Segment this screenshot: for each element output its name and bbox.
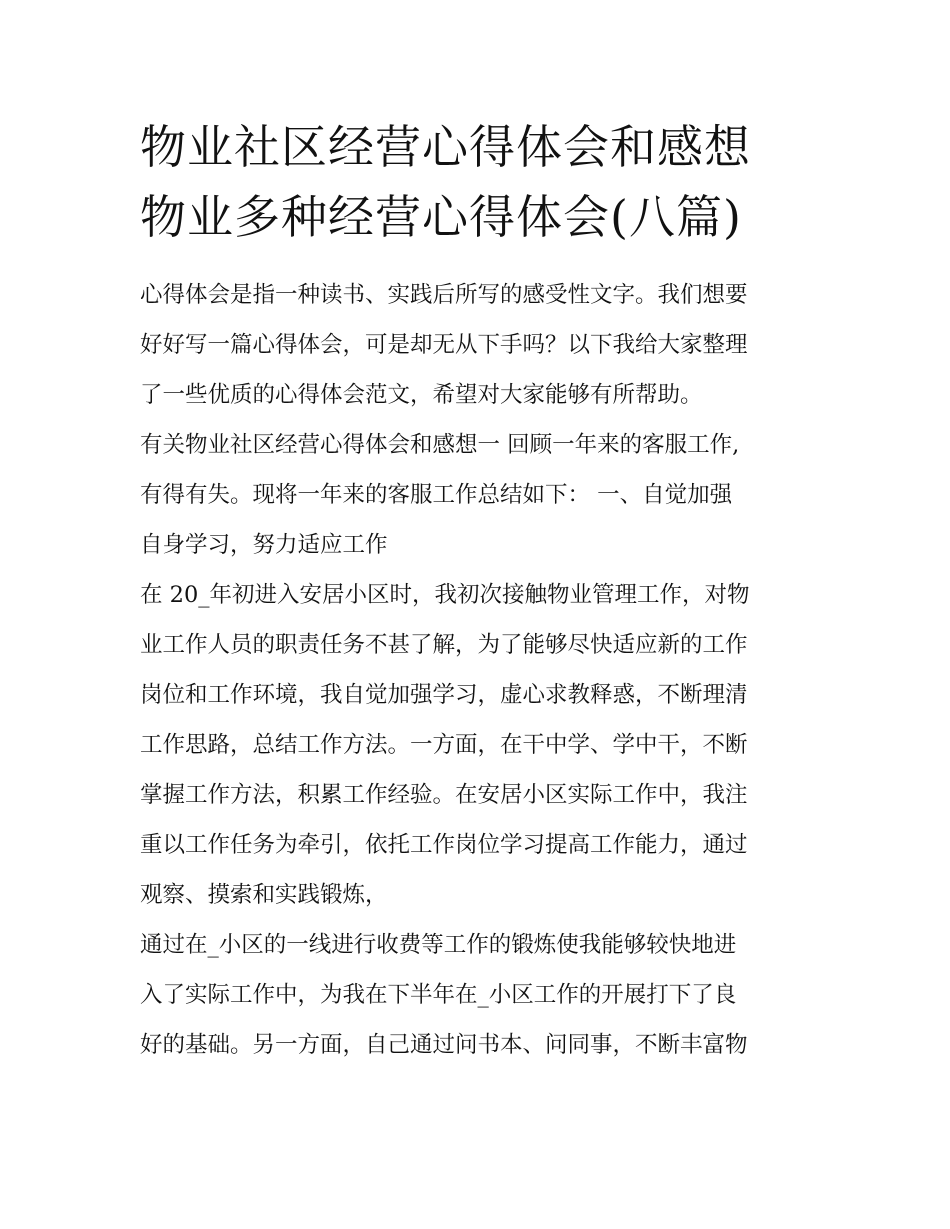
text-line: 岗位和工作环境，我自觉加强学习，虚心求教释惑，不断理清 xyxy=(140,682,748,708)
document-page xyxy=(140,112,812,1070)
title-line-2: 物业多种经营心得体会(八篇) xyxy=(140,190,742,244)
document-body xyxy=(140,270,812,1070)
title-line-1: 物业社区经营心得体会和感想 xyxy=(140,120,751,174)
text-line: 了一些优质的心得体会范文，希望对大家能够有所帮助。 xyxy=(140,382,703,408)
text-line: 重以工作任务为牵引，依托工作岗位学习提高工作能力，通过 xyxy=(140,832,748,858)
paragraph-intro xyxy=(140,270,812,420)
text-line: 在 20_年初进入安居小区时，我初次接触物业管理工作，对物 xyxy=(140,582,750,608)
text-line: 工作思路，总结工作方法。一方面，在干中学、学中干，不断 xyxy=(140,732,748,758)
text-line: 观察、摸索和实践锻炼， xyxy=(140,882,388,908)
text-line: 有关物业社区经营心得体会和感想一 回顾一年来的客服工作, xyxy=(140,432,740,458)
text-line: 业工作人员的职责任务不甚了解，为了能够尽快适应新的工作 xyxy=(140,632,748,658)
text-line: 有得有失。现将一年来的客服工作总结如下： 一、自觉加强 xyxy=(140,482,733,508)
text-line: 入了实际工作中，为我在下半年在_小区工作的开展打下了良 xyxy=(140,982,737,1008)
text-line: 心得体会是指一种读书、实践后所写的感受性文字。我们想要 xyxy=(140,282,748,308)
text-line: 通过在_小区的一线进行收费等工作的锻炼使我能够较快地进 xyxy=(140,932,737,958)
text-line: 好好写一篇心得体会，可是却无从下手吗？以下我给大家整理 xyxy=(140,332,748,358)
paragraph-learning xyxy=(140,570,812,920)
paragraph-review xyxy=(140,420,812,570)
text-line: 掌握工作方法，积累工作经验。在安居小区实际工作中，我注 xyxy=(140,782,748,808)
text-line: 好的基础。另一方面，自己通过问书本、问同事，不断丰富物 xyxy=(140,1032,748,1058)
paragraph-frontline xyxy=(140,920,812,1070)
document-title xyxy=(140,112,812,252)
text-line: 自身学习，努力适应工作 xyxy=(140,532,388,558)
